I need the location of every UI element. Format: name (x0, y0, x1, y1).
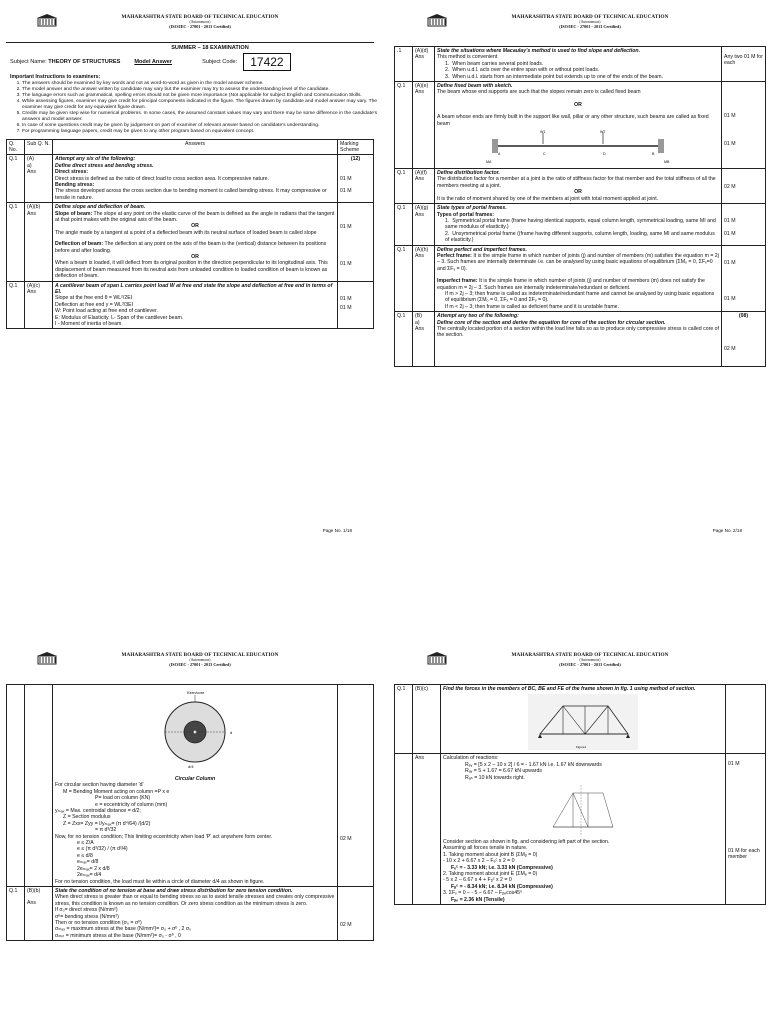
answer-text: The angle made by a tangent at a point of a deflected beam with its neutral surface of loaded beam is called slope (55, 229, 317, 236)
board-cert: (ISO/IEC - 27001 - 2013 Certified) (169, 662, 231, 667)
list-item: When u.d.l. starts from an intermediate point but extends up to one of the ends of the beam. (452, 73, 664, 80)
ans-label: Ans (415, 176, 424, 183)
instruction-item: 6. In case of some questions credit may be given by judgement on part of examiner of relevant answer based on candidate's understanding. (22, 123, 380, 129)
marks: 01 M (724, 141, 736, 148)
answer-text: It is the ratio of moment shared by one of the members at joint with total moment applied at joint. (437, 195, 659, 202)
answer-text: The centrally located portion of a section within the load line falls so as to produce only compressive stress is called core of the section. (437, 326, 719, 339)
table-row (395, 169, 766, 204)
marks: Any two 01 M for each (724, 54, 763, 67)
moment-label: MB (664, 160, 670, 165)
ans-label: Ans (27, 169, 36, 176)
answer-text: P= load on column (KN) (95, 795, 151, 802)
sub-q: (B)(b) (27, 887, 41, 894)
answer-text: 2. Taking moment about joint E (ΣMₑ = 0) (443, 871, 538, 878)
table-row (395, 312, 766, 367)
marks: 01 M (340, 260, 352, 267)
list-item: Symmetrical portal frame (frame having identical supports, equal column length, symmetrical loading, same MI and same modulus of elasticity.) (445, 217, 716, 231)
point-label: C (543, 152, 546, 157)
q-number: Q.1 (9, 156, 18, 163)
answer-text: The distribution factor for a member at a joint is the ratio of stiffness factor for that member and the total stiffness of all the members meeting at a joint. (437, 176, 716, 189)
q-number: Q.1 (395, 169, 413, 204)
answer-text: When direct stress is greater than or equal to bending stress so as to avoid tensile stresses and creates only compressive stress, this condition is known as no tension condition. Or zero stress condition as the minimum stress is zero. (55, 894, 335, 907)
table-row (7, 886, 374, 940)
marks: 02 M (724, 345, 736, 352)
kern-label: Kern/core (187, 690, 205, 695)
q-number: Q.1 (395, 82, 413, 169)
ans-label: Ans (415, 252, 424, 259)
page-header (0, 12, 380, 46)
answer-text: Fᵦₑ = 2.36 kN (Tensile) (451, 896, 505, 903)
marks: 01 M (724, 113, 736, 120)
table-header-row (7, 139, 374, 155)
q-number: Q.1 (395, 245, 413, 312)
question-text: State the condition of no tension at base and draw stress distribution for zero tension condition. (55, 887, 293, 894)
section-figure (543, 783, 623, 837)
answer-text: Rₐₕ = 10 kN towards right. (465, 774, 525, 781)
answer-text: e ≤ Z/A (77, 840, 94, 847)
point-label: B (652, 152, 655, 157)
marks: 01 M (724, 218, 736, 225)
table-row (395, 685, 766, 754)
answer-text: Consider section as shown in fig. and considering left part of the section. (443, 839, 610, 846)
answer-text: 3. ΣFᵧ = 0 – - 5 – 6.67 – Fᵦₑcos45⁰ (443, 890, 523, 897)
moment-label: MA (486, 160, 492, 165)
answer-text: If σ₀= direct stress (N/mm²) (55, 907, 118, 914)
table-row (7, 685, 374, 887)
marks: 01 M (724, 259, 736, 266)
col-answers: Answers (53, 139, 338, 155)
page-header (390, 650, 768, 684)
table-row (395, 82, 766, 169)
list-item: When u.d.l. acts over the entire span with or without point loads. (452, 67, 600, 74)
marks: 01 M (340, 305, 352, 312)
question-text: Define perfect and imperfect frames. (437, 246, 527, 253)
board-autonomous: (Autonomous) (579, 20, 601, 24)
answer-text: If m > 2j – 3; then frame is called as indeterminate/redundant frame and cannot be analysed by using basic equations of equilibrium (ΣMₒ = 0, ΣFₓ = 0 and ΣFᵧ = 0). (445, 290, 715, 304)
question-text: Define direct stress and bending stress. (55, 162, 154, 169)
answer-text: It is the simple frame in which number of joints (j) and number of members (m) does not satisfy the equation m = 2j – 3. Such frames are internally indeterminate/redundant or deficient. (437, 278, 705, 291)
answer-text: Fₑᶜ = - 3.33 kN; i.e. 3.33 kN (Compressive) (451, 864, 553, 871)
answer-text: Deflection at free end y = WL³/3EI (55, 301, 133, 308)
marks: 01 M (728, 761, 740, 768)
board-autonomous: (Autonomous) (189, 20, 211, 24)
board-title: MAHARASHTRA STATE BOARD OF TECHNICAL EDUCATION (121, 652, 279, 658)
col-marks: Marking Scheme (338, 139, 374, 155)
subject-name: THEORY OF STRUCTURES (48, 59, 121, 65)
question-text: Define fixed beam with sketch. (437, 83, 513, 90)
subject-row (10, 53, 380, 71)
marks: (08) (738, 313, 749, 320)
question-text: Define core of the section and derive the equation for core of the section for circular section. (437, 319, 666, 326)
figure-caption: Figure1 (576, 745, 587, 750)
answer-text: The deflection at any point on the axis of the beam is the (vertical) distance between its positions before and after loading. (55, 241, 327, 254)
answer-text: The beam whose end supports are such that the slopes remain zero is called fixed beam (437, 89, 641, 96)
answer-text: eₘₐₓ= d/8 (77, 859, 99, 866)
answer-text: W: Point load acting at free end of cantilever. (55, 308, 158, 315)
ans-label: Ans (27, 900, 36, 907)
answer-text: σᵇ= bending stress (N/mm²) (55, 913, 119, 920)
q-number: Q.1 (7, 886, 25, 940)
sub-q: (A)(f) (415, 170, 427, 177)
circular-column-diagram (155, 688, 235, 774)
instruction-item: 2. The model answer and the answer written by candidate may vary but the examiner may try to assess the understanding level of the candidate. (22, 87, 380, 93)
answer-text: Rₑᵧ = [5 x 2 – 10 x 2] / 6 = - 1.67 kN i.e. 1.67 kN downwards (465, 761, 602, 768)
answer-text: e = eccentricity of column (mm) (95, 801, 168, 808)
question-text: State the situations where Macaulay's method is used to find slope and deflection. (437, 48, 641, 54)
answer-text: Then or no tension condition (σ₀ = σᵇ) (55, 919, 142, 926)
instructions-title: Important Instructions to examiners: (10, 74, 101, 80)
marks: 02 M (340, 836, 352, 842)
marks: 01 M (724, 230, 736, 237)
answer-text: = π d³/32 (95, 827, 117, 834)
dim-label: d (230, 730, 233, 735)
sub-q: (A)(e) (415, 83, 429, 90)
answer-table (6, 684, 374, 941)
subject-code: 17422 (243, 53, 290, 71)
page-4 (390, 638, 768, 1024)
or-separator: OR (574, 101, 582, 108)
sub-q: (A) (27, 156, 34, 163)
table-row: Q.1 (A)(g) Ans State types of portal frames. Types of portal frames: 1. Symmetrical portal frame (frame having identical supports, equal column length, symmetrical loading, same MI and same modulus of elasticity.) 2. Unsymmetrical portal frame ((frame having different supports, column length, loading, same MI and same modulus of elasticity.) 01 M 01 M (395, 204, 766, 245)
or-separator: OR (574, 189, 582, 196)
answer-text: yₘₐₓ = Max. centroidal distance = d/2; (55, 808, 141, 815)
answer-heading: Calculation of reactions: (443, 755, 499, 762)
model-answer-label: Model Answer (134, 59, 173, 65)
question-text: Define distribution factor. (437, 170, 500, 177)
answer-text: 2eₘₐₓ= d/4 (77, 872, 102, 879)
answer-text: σₘᵢₙ = minimum stress at the base (N/mm²)= σ₀ - σᵇ , 0 (55, 932, 181, 939)
table-row (7, 203, 374, 281)
answer-table (394, 46, 766, 367)
table-row (7, 155, 374, 203)
sub-q: (A)(b) (27, 204, 41, 211)
answer-text: When a beam is loaded, it will deflect from its original position in the direction perpendicular to its longitudinal axis. This displacement of beam measured from its neutral axis from unloaded condition to loaded condition of beam is known as deflection of beam. (55, 260, 328, 280)
answer-text: Direct stress is defined as the ratio of direct load to cross section area. It compressive nature. (55, 175, 269, 182)
marks: 01 M (340, 188, 352, 195)
answer-text: Z = Zxx= Zyy = I/yₘₐₓ= (π d⁴/64) /(d/2) (63, 820, 151, 827)
answer-text: For no tension condition, the load must lie within a circle of diameter d/4 as shown in figure. (55, 878, 265, 885)
col-subq: Sub Q. N. (25, 139, 53, 155)
answer-text: Slope at the free end θ = WL²/2EI (55, 295, 133, 302)
answer-text: σₘₐₓ = maximum stress at the base (N/mm²)= σ₀ + σᵇ , 2 σ₀ (55, 926, 192, 933)
answer-heading: Perfect frame: (437, 252, 472, 259)
answer-text: E: Modulus of Elasticity. L- Span of the cantilever beam. (55, 314, 184, 321)
marks: 01 M for each member (728, 847, 760, 861)
instructions-list (22, 81, 380, 135)
msbte-logo-icon (426, 14, 448, 28)
col-qno: Q. No. (7, 139, 25, 155)
page-2 (390, 0, 768, 540)
load-label: W1 (540, 130, 546, 135)
exam-title: SUMMER – 18 EXAMINATION (171, 45, 249, 51)
question-text: Attempt any six of the following: (55, 156, 136, 163)
sub-q-part: a) (27, 162, 32, 169)
answer-heading: Imperfect frame: (437, 278, 478, 285)
question-text: A cantilever beam of span L carries point load W at free end state the slope and deflection at free end in terms of EI. (55, 282, 333, 296)
question-text: Find the forces in the members of BC, BE and FE of the frame shown in fig. 1 using method of section. (443, 686, 696, 692)
answer-heading: Deflection of beam: (55, 241, 104, 248)
answer-text: The slope at any point on the elastic curve of the beam is defined as the angle in radians that the tangent at that point makes with the original axis of the beam. (55, 210, 335, 223)
sub-q: (B) (415, 313, 422, 320)
ans-label: Ans (27, 210, 36, 217)
msbte-logo-icon (36, 14, 58, 28)
or-separator: OR (191, 223, 199, 230)
list-item: Unsymmetrical portal frame ((frame having different supports, column length, loading, same MI and same modulus of elasticity.) (445, 230, 715, 244)
marks: 01 M (340, 295, 352, 302)
table-row (395, 245, 766, 312)
table-row (7, 281, 374, 329)
q-number: Q.1 (395, 312, 413, 367)
sub-q: (A)(d) (415, 48, 429, 54)
instruction-item: 4. While assessing figures, examiner may give credit for principal components indicated in the figure. The figures drawn by candidate and model answer may vary. The examiner may give credit for any equivalent figure drawn. (22, 99, 380, 111)
answer-heading: Bending stress: (55, 181, 95, 188)
page-header (0, 650, 380, 684)
marks: 01 M (340, 175, 352, 182)
sub-q: (A)(h) (415, 246, 429, 253)
answer-text: Now, for no tension condition; This limiting eccentricity when load 'P' act anywhere form center. (55, 833, 273, 840)
answer-table (394, 684, 766, 905)
instruction-item: 3. The language errors such as grammatical, spelling errors should not be given more importance (Not applicable for subject English and Communication Skills. (22, 93, 380, 99)
answer-text: Rₐᵧ = 5 + 1.67 = 6.67 kN upwards (465, 768, 542, 775)
ans-label: Ans (415, 89, 424, 96)
msbte-logo-icon (36, 652, 58, 666)
board-title: MAHARASHTRA STATE BOARD OF TECHNICAL EDUCATION (511, 14, 669, 20)
sub-q-part: a) (415, 319, 420, 326)
point-label: A (498, 152, 501, 157)
fixed-beam-diagram (478, 129, 678, 165)
answer-text: It is the simple frame in which number of joints (j) and number of members (m) satisfies the equation m = 2j – 3. Such frames are internally determinate i.e. can be analysed by using basic equations of equilibrium (ΣMₒ = 0, ΣFₓ=0 and ΣFᵧ = 0). (437, 252, 719, 272)
board-title: MAHARASHTRA STATE BOARD OF TECHNICAL EDUCATION (121, 14, 279, 20)
answer-text: e ≤ (π d³/32) / (π d²/4) (77, 846, 128, 853)
question-text: State types of portal frames. (437, 205, 507, 212)
marks: 01 M (724, 295, 736, 302)
page-header (390, 12, 768, 46)
page-number: Page No. 2/18 (712, 528, 742, 533)
sub-q: (A)(g) (415, 205, 429, 212)
truss-figure (528, 694, 638, 750)
marks: (12) (350, 156, 361, 163)
answer-text: 2eₘₐₓ= 2 x d/8 (77, 865, 110, 872)
ans-label: Ans (415, 54, 424, 61)
answer-text: - 5 x 2 – 6.67 x 4 + Fᵦᶜ x 2 = 0 (443, 877, 512, 884)
figure-caption: Circular Column (174, 776, 216, 782)
or-separator: OR (191, 254, 199, 260)
ans-label: Ans (415, 211, 424, 218)
list-item: When beam carries several point loads. (452, 60, 544, 67)
answer-text: This method is convenient (437, 54, 498, 61)
answer-text: Fᵦᶜ = - 8.34 kN; i.e. 8.34 kN (Compressive) (451, 883, 553, 890)
answer-text: M = Bending Moment acting on column =P x e (63, 788, 170, 795)
answer-text: For circular section having diameter 'd' (55, 782, 144, 789)
q-number: .1 (395, 47, 413, 82)
answer-text: I - Moment of inertia of beam (55, 321, 122, 328)
sub-q: (A)(c) (27, 282, 40, 289)
point-label: D (603, 152, 606, 157)
page-1 (0, 0, 380, 540)
answer-text: 1. Taking moment about joint B (ΣMᵦ = 0) (443, 851, 538, 858)
q-number: Q.1 (395, 204, 413, 245)
marks: 02 M (724, 184, 736, 191)
sub-q: (B)(c) (415, 686, 428, 692)
q-number: Q.1 (9, 282, 18, 289)
board-autonomous: (Autonomous) (579, 658, 601, 662)
answer-text: e ≤ d/8 (77, 852, 93, 859)
subject-label: Subject Name: (10, 59, 47, 65)
table-row (395, 754, 766, 905)
dim-label: d/4 (188, 764, 194, 769)
answer-heading: Direct stress: (55, 169, 89, 176)
answer-table (6, 139, 374, 330)
answer-heading: Types of portal frames: (437, 211, 494, 218)
answer-heading: Slope of beam: (55, 210, 93, 217)
instruction-item: 7. For programming language papers, credit may be given to any other program based on equivalent concept. (22, 129, 380, 135)
instruction-item: 5. Credits may be given step wise for numerical problems. In some cases, the assumed constant values may vary and there may be some difference in the candidate's answers and model answer. (22, 111, 380, 123)
ans-label: Ans (27, 289, 36, 296)
marks: 01 M (340, 224, 352, 231)
answer-text: The stress developed across the cross section due to bending moment is called bending stress. It may compressive or tensile in nature. (55, 188, 327, 201)
ans-label: Ans (415, 326, 424, 332)
page-3 (0, 638, 380, 1024)
question-text: Attempt any two of the following: (437, 313, 519, 320)
subject-code-label: Subject Code: (202, 59, 238, 65)
q-number: Q.1 (9, 204, 18, 211)
marks: 02 M (340, 921, 352, 928)
load-label: W2 (600, 130, 606, 135)
instruction-item: 1. The answers should be examined by key words and not as word-to-word as given in the model answer scheme. (22, 81, 380, 87)
page-number: Page No. 1/18 (322, 528, 352, 533)
question-text: Define slope and deflection of beam. (55, 204, 146, 211)
answer-text: Assuming all forces tensile in nature. (443, 845, 528, 852)
board-autonomous: (Autonomous) (189, 658, 211, 662)
answer-text: If m < 2j – 3; then frame is called as deficient frame and it is unstable frame. (445, 303, 620, 310)
board-cert: (ISO/IEC - 27001 - 2013 Certified) (559, 24, 621, 29)
answer-text: A beam whose ends are firmly built in the support like wall, pillar or any other structure, such beams are called as fixed beam (437, 114, 709, 127)
board-title: MAHARASHTRA STATE BOARD OF TECHNICAL EDUCATION (511, 652, 669, 658)
answer-text: - 10 x 2 + 6.67 x 2 – Fₑᶜ x 2 = 0 (443, 858, 515, 865)
board-cert: (ISO/IEC - 27001 - 2013 Certified) (559, 662, 621, 667)
msbte-logo-icon (426, 652, 448, 666)
board-cert: (ISO/IEC - 27001 - 2013 Certified) (169, 24, 231, 29)
ans-label: Ans (415, 755, 424, 762)
answer-text: Z = Section modulus (63, 814, 111, 821)
q-number: Q.1 (395, 685, 413, 754)
table-row: .1 (A)(d) Ans State the situations where Macaulay's method is used to find slope and deflection. This method is convenient 1. When beam carries several point loads. 2. When u.d.l. acts over the entire span with or without point loads. 3. When u.d.l. starts from an intermediate point but extends up to one of the ends of the beam. Any two 01 M for each (395, 47, 766, 82)
